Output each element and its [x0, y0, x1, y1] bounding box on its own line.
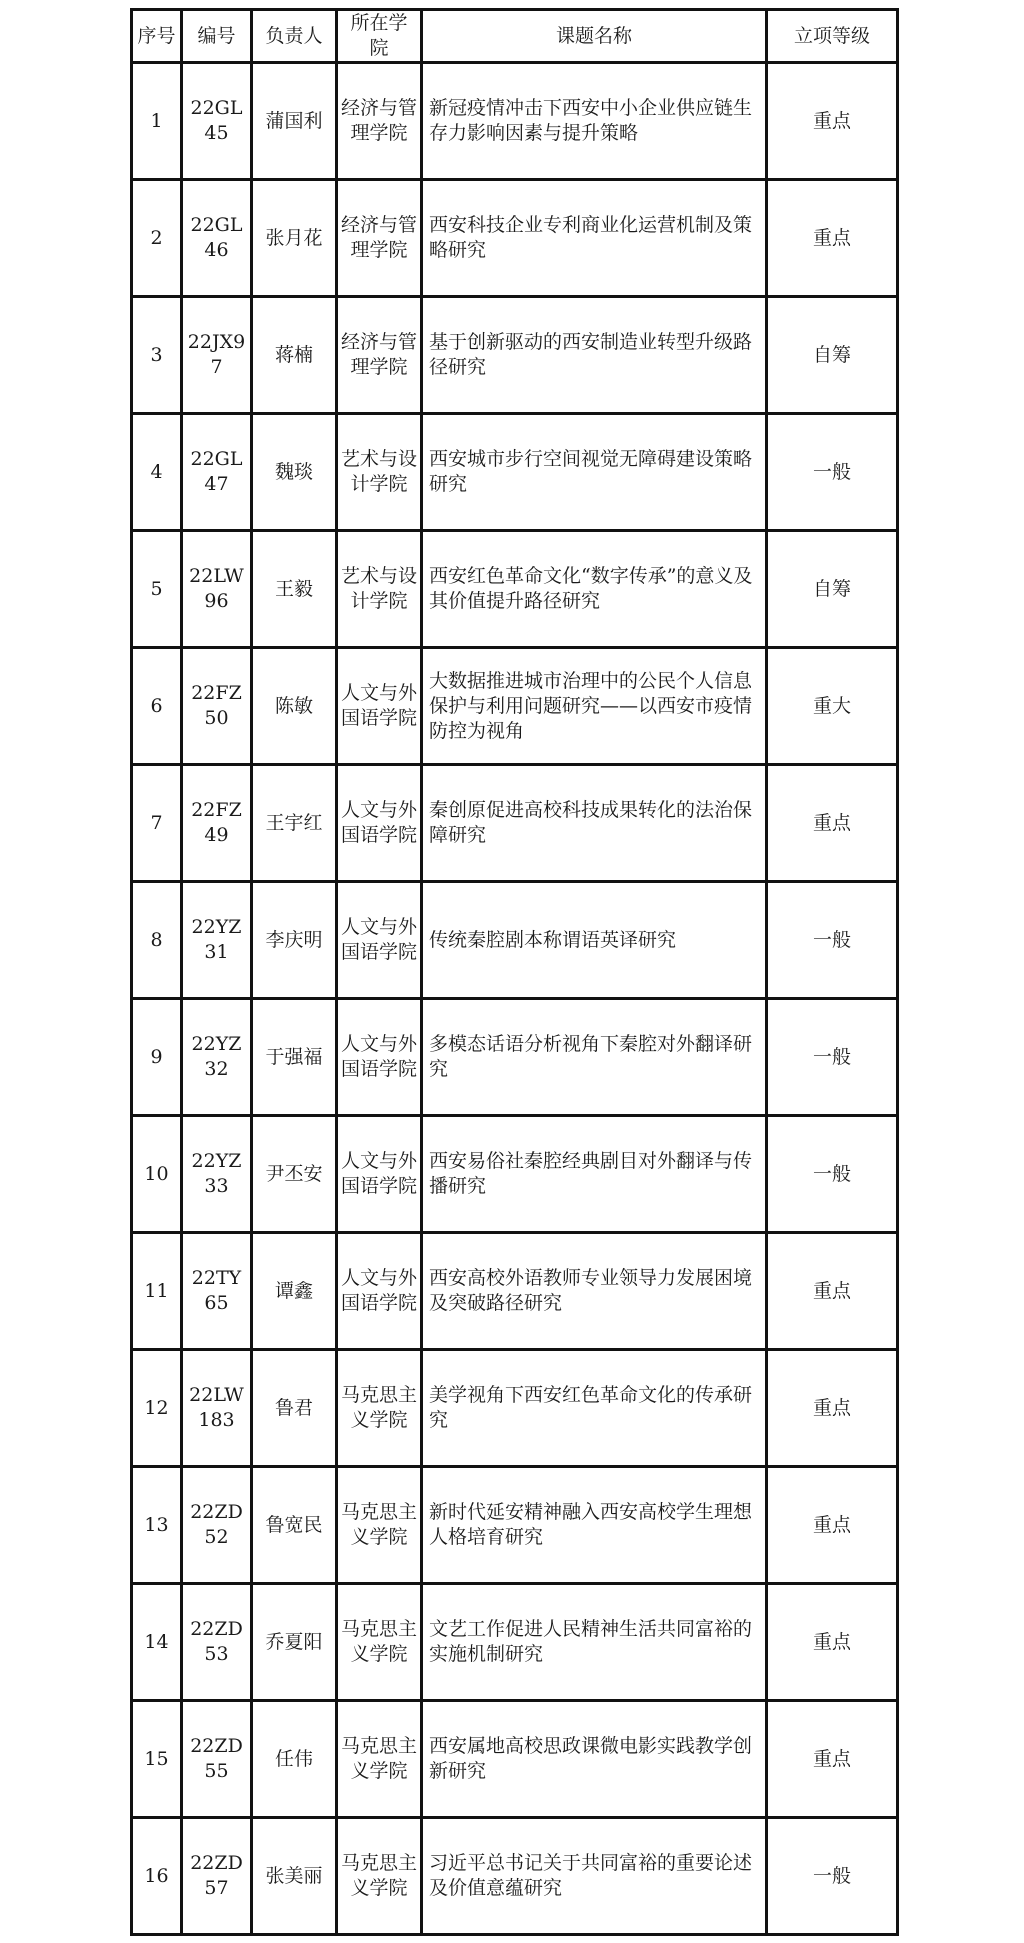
cell-title: 西安属地高校思政课微电影实践教学创新研究: [422, 1701, 767, 1818]
cell-title: 西安易俗社秦腔经典剧目对外翻译与传播研究: [422, 1116, 767, 1233]
cell-lead: 王毅: [252, 531, 337, 648]
cell-code: 22ZD52: [182, 1467, 252, 1584]
cell-college: 马克思主义学院: [337, 1467, 422, 1584]
cell-code: 22FZ49: [182, 765, 252, 882]
cell-seq: 4: [132, 414, 182, 531]
cell-seq: 5: [132, 531, 182, 648]
cell-college: 人文与外国语学院: [337, 648, 422, 765]
cell-seq: 11: [132, 1233, 182, 1350]
cell-level: 重点: [767, 1467, 898, 1584]
table-row: [132, 180, 898, 297]
cell-college: 艺术与设计学院: [337, 531, 422, 648]
cell-seq: 10: [132, 1116, 182, 1233]
cell-lead: 谭鑫: [252, 1233, 337, 1350]
cell-code: 22GL46: [182, 180, 252, 297]
table-row: [132, 1233, 898, 1350]
cell-level: 重点: [767, 63, 898, 180]
cell-title: 西安高校外语教师专业领导力发展困境及突破路径研究: [422, 1233, 767, 1350]
table-row: [132, 765, 898, 882]
cell-title: 西安科技企业专利商业化运营机制及策略研究: [422, 180, 767, 297]
table-row: [132, 297, 898, 414]
table-row: [132, 1818, 898, 1935]
cell-level: 一般: [767, 414, 898, 531]
cell-level: 重点: [767, 180, 898, 297]
cell-seq: 16: [132, 1818, 182, 1935]
cell-level: 重点: [767, 1701, 898, 1818]
cell-seq: 3: [132, 297, 182, 414]
cell-code: 22ZD53: [182, 1584, 252, 1701]
cell-code: 22TY65: [182, 1233, 252, 1350]
cell-level: 重大: [767, 648, 898, 765]
cell-seq: 12: [132, 1350, 182, 1467]
cell-college: 人文与外国语学院: [337, 882, 422, 999]
cell-college: 马克思主义学院: [337, 1350, 422, 1467]
header-level: 立项等级: [767, 10, 898, 63]
table-row: [132, 1350, 898, 1467]
cell-seq: 15: [132, 1701, 182, 1818]
cell-seq: 14: [132, 1584, 182, 1701]
cell-code: 22JX97: [182, 297, 252, 414]
table-body: [132, 63, 898, 1935]
cell-seq: 2: [132, 180, 182, 297]
cell-code: 22GL47: [182, 414, 252, 531]
cell-level: 重点: [767, 1584, 898, 1701]
cell-college: 艺术与设计学院: [337, 414, 422, 531]
cell-lead: 魏琰: [252, 414, 337, 531]
cell-college: 人文与外国语学院: [337, 1233, 422, 1350]
cell-seq: 9: [132, 999, 182, 1116]
cell-level: 自筹: [767, 297, 898, 414]
cell-level: 重点: [767, 1233, 898, 1350]
cell-title: 西安红色革命文化“数字传承”的意义及其价值提升路径研究: [422, 531, 767, 648]
cell-lead: 王宇红: [252, 765, 337, 882]
cell-code: 22YZ33: [182, 1116, 252, 1233]
cell-level: 重点: [767, 1350, 898, 1467]
cell-level: 一般: [767, 999, 898, 1116]
cell-lead: 李庆明: [252, 882, 337, 999]
cell-level: 一般: [767, 882, 898, 999]
cell-code: 22LW96: [182, 531, 252, 648]
table-row: [132, 63, 898, 180]
cell-title: 传统秦腔剧本称谓语英译研究: [422, 882, 767, 999]
cell-title: 秦创原促进高校科技成果转化的法治保障研究: [422, 765, 767, 882]
cell-lead: 陈敏: [252, 648, 337, 765]
cell-code: 22LW183: [182, 1350, 252, 1467]
table-row: [132, 1467, 898, 1584]
cell-title: 基于创新驱动的西安制造业转型升级路径研究: [422, 297, 767, 414]
cell-code: 22FZ50: [182, 648, 252, 765]
cell-lead: 于强福: [252, 999, 337, 1116]
cell-code: 22ZD57: [182, 1818, 252, 1935]
cell-code: 22YZ32: [182, 999, 252, 1116]
cell-code: 22ZD55: [182, 1701, 252, 1818]
table-row: [132, 999, 898, 1116]
cell-college: 马克思主义学院: [337, 1584, 422, 1701]
header-title: 课题名称: [422, 10, 767, 63]
cell-college: 经济与管理学院: [337, 297, 422, 414]
cell-seq: 6: [132, 648, 182, 765]
cell-level: 自筹: [767, 531, 898, 648]
header-college: 所在学院: [337, 10, 422, 63]
cell-seq: 1: [132, 63, 182, 180]
cell-college: 人文与外国语学院: [337, 999, 422, 1116]
table-row: [132, 1584, 898, 1701]
cell-college: 马克思主义学院: [337, 1818, 422, 1935]
cell-title: 习近平总书记关于共同富裕的重要论述及价值意蕴研究: [422, 1818, 767, 1935]
cell-lead: 张月花: [252, 180, 337, 297]
cell-title: 美学视角下西安红色革命文化的传承研究: [422, 1350, 767, 1467]
cell-college: 经济与管理学院: [337, 63, 422, 180]
cell-seq: 8: [132, 882, 182, 999]
cell-code: 22GL45: [182, 63, 252, 180]
cell-seq: 7: [132, 765, 182, 882]
cell-lead: 蒋楠: [252, 297, 337, 414]
cell-title: 多模态话语分析视角下秦腔对外翻译研究: [422, 999, 767, 1116]
cell-title: 新时代延安精神融入西安高校学生理想人格培育研究: [422, 1467, 767, 1584]
table-row: [132, 648, 898, 765]
cell-college: 经济与管理学院: [337, 180, 422, 297]
cell-college: 马克思主义学院: [337, 1701, 422, 1818]
cell-seq: 13: [132, 1467, 182, 1584]
header-code: 编号: [182, 10, 252, 63]
table-row: [132, 882, 898, 999]
cell-level: 重点: [767, 765, 898, 882]
table-header-row: [132, 10, 898, 63]
cell-college: 人文与外国语学院: [337, 1116, 422, 1233]
cell-level: 一般: [767, 1818, 898, 1935]
cell-lead: 鲁君: [252, 1350, 337, 1467]
table-row: [132, 531, 898, 648]
cell-college: 人文与外国语学院: [337, 765, 422, 882]
header-seq: 序号: [132, 10, 182, 63]
cell-title: 文艺工作促进人民精神生活共同富裕的实施机制研究: [422, 1584, 767, 1701]
cell-lead: 鲁宽民: [252, 1467, 337, 1584]
cell-lead: 张美丽: [252, 1818, 337, 1935]
cell-lead: 尹丕安: [252, 1116, 337, 1233]
project-table: [130, 8, 899, 1936]
cell-lead: 任伟: [252, 1701, 337, 1818]
cell-level: 一般: [767, 1116, 898, 1233]
cell-code: 22YZ31: [182, 882, 252, 999]
cell-title: 西安城市步行空间视觉无障碍建设策略研究: [422, 414, 767, 531]
cell-lead: 蒲国利: [252, 63, 337, 180]
table-row: [132, 1116, 898, 1233]
table-row: [132, 414, 898, 531]
cell-title: 大数据推进城市治理中的公民个人信息保护与利用问题研究——以西安市疫情防控为视角: [422, 648, 767, 765]
cell-lead: 乔夏阳: [252, 1584, 337, 1701]
cell-title: 新冠疫情冲击下西安中小企业供应链生存力影响因素与提升策略: [422, 63, 767, 180]
table-row: [132, 1701, 898, 1818]
header-lead: 负责人: [252, 10, 337, 63]
